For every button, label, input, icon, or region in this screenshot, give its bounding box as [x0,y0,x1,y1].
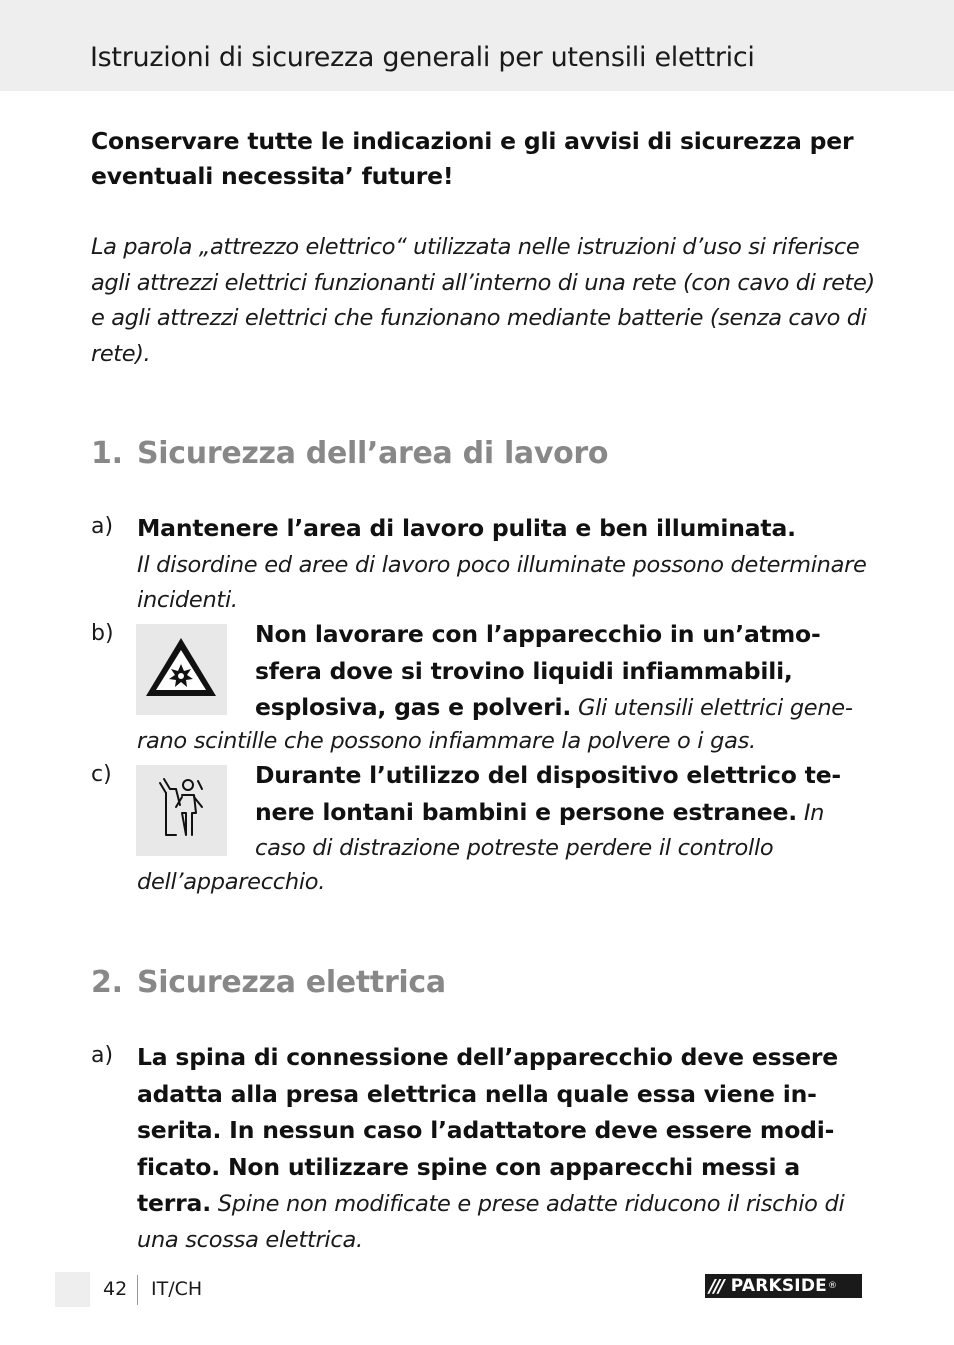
item-1c-text-bottom [137,865,877,901]
item-1b-bold-3: esplosiva, gas e polveri. [255,693,572,721]
item-1b-letter: b) [91,621,114,646]
item-1b-italic-4: rano scintille che possono infiammare la polvere o i gas. [137,728,756,754]
item-1c-letter: c) [91,762,112,787]
section-2-heading [91,965,446,1000]
footer-divider [137,1275,138,1305]
item-2a-letter: a) [91,1043,114,1068]
section-1-heading [91,436,608,471]
logo-slashes: /// [709,1275,723,1297]
section-2-title: Sicurezza elettrica [137,965,446,1000]
page-title: Istruzioni di sicurezza generali per utensili elettrici [90,42,755,73]
section-1-number: 1. [91,436,123,471]
registered-mark: ® [827,1281,837,1291]
item-1c-text-top [255,758,875,867]
item-1b-text-top [255,617,875,727]
footer-box [55,1272,90,1307]
intro-bold: Conservare tutte le indicazioni e gli avvisi di sicurezza per eventuali necessita’ future! [91,127,854,190]
item-1c-italic-3: caso di distrazione potreste perdere il controllo [255,835,774,861]
keep-children-away-icon [136,765,227,856]
language-code: IT/CH [151,1278,203,1300]
item-1a-letter: a) [91,514,114,539]
item-2a-text [137,1040,867,1258]
item-1c-bold-2: nere lontani bambini e persone estranee. [255,797,797,826]
item-1b-bold-2: sfera dove si trovino liquidi infiammabili, [255,656,793,685]
item-1c-italic-2: In [796,799,825,826]
item-1a-text [137,511,877,619]
item-1b-italic-3: Gli utensili elettrici gene- [571,695,853,721]
item-1b-bold-1: Non lavorare con l’apparecchio in un’atmo- [255,620,821,648]
item-2a-bold: La spina di connessione dell’apparecchio deve essere adatta alla presa elettrica nella quale essa viene in-serita. In nessun caso l’adattatore deve essere modi-ficato. Non utilizzare spine con apparecchi messi a terra. [137,1043,839,1217]
item-1c-italic-4: dell’apparecchio. [137,869,326,895]
item-2a-italic: Spine non modificate e prese adatte riducono il rischio di una scossa elettrica. [137,1191,845,1253]
item-1b-text-bottom [137,724,877,760]
parkside-logo [705,1274,862,1298]
section-2-number: 2. [91,965,123,1000]
section-1-title: Sicurezza dell’area di lavoro [137,436,609,471]
explosion-warning-icon [136,624,227,715]
logo-text: PARKSIDE [730,1276,827,1296]
intro-italic: La parola „attrezzo elettrico“ utilizzata nelle istruzioni d’uso si riferisce agli attrezzi elettrici funzionanti all’interno di una rete (con cavo di rete) e agli attrezzi elettrici che funzionano mediante batterie (senza cavo di rete). [91,234,875,367]
item-1a-bold: Mantenere l’area di lavoro pulita e ben illuminata. [137,514,796,542]
page-number: 42 [103,1278,128,1300]
item-1c-bold-1: Durante l’utilizzo del dispositivo elettrico te- [255,761,841,789]
item-1a-italic: Il disordine ed aree di lavoro poco illuminate possono determinare incidenti. [137,551,867,613]
